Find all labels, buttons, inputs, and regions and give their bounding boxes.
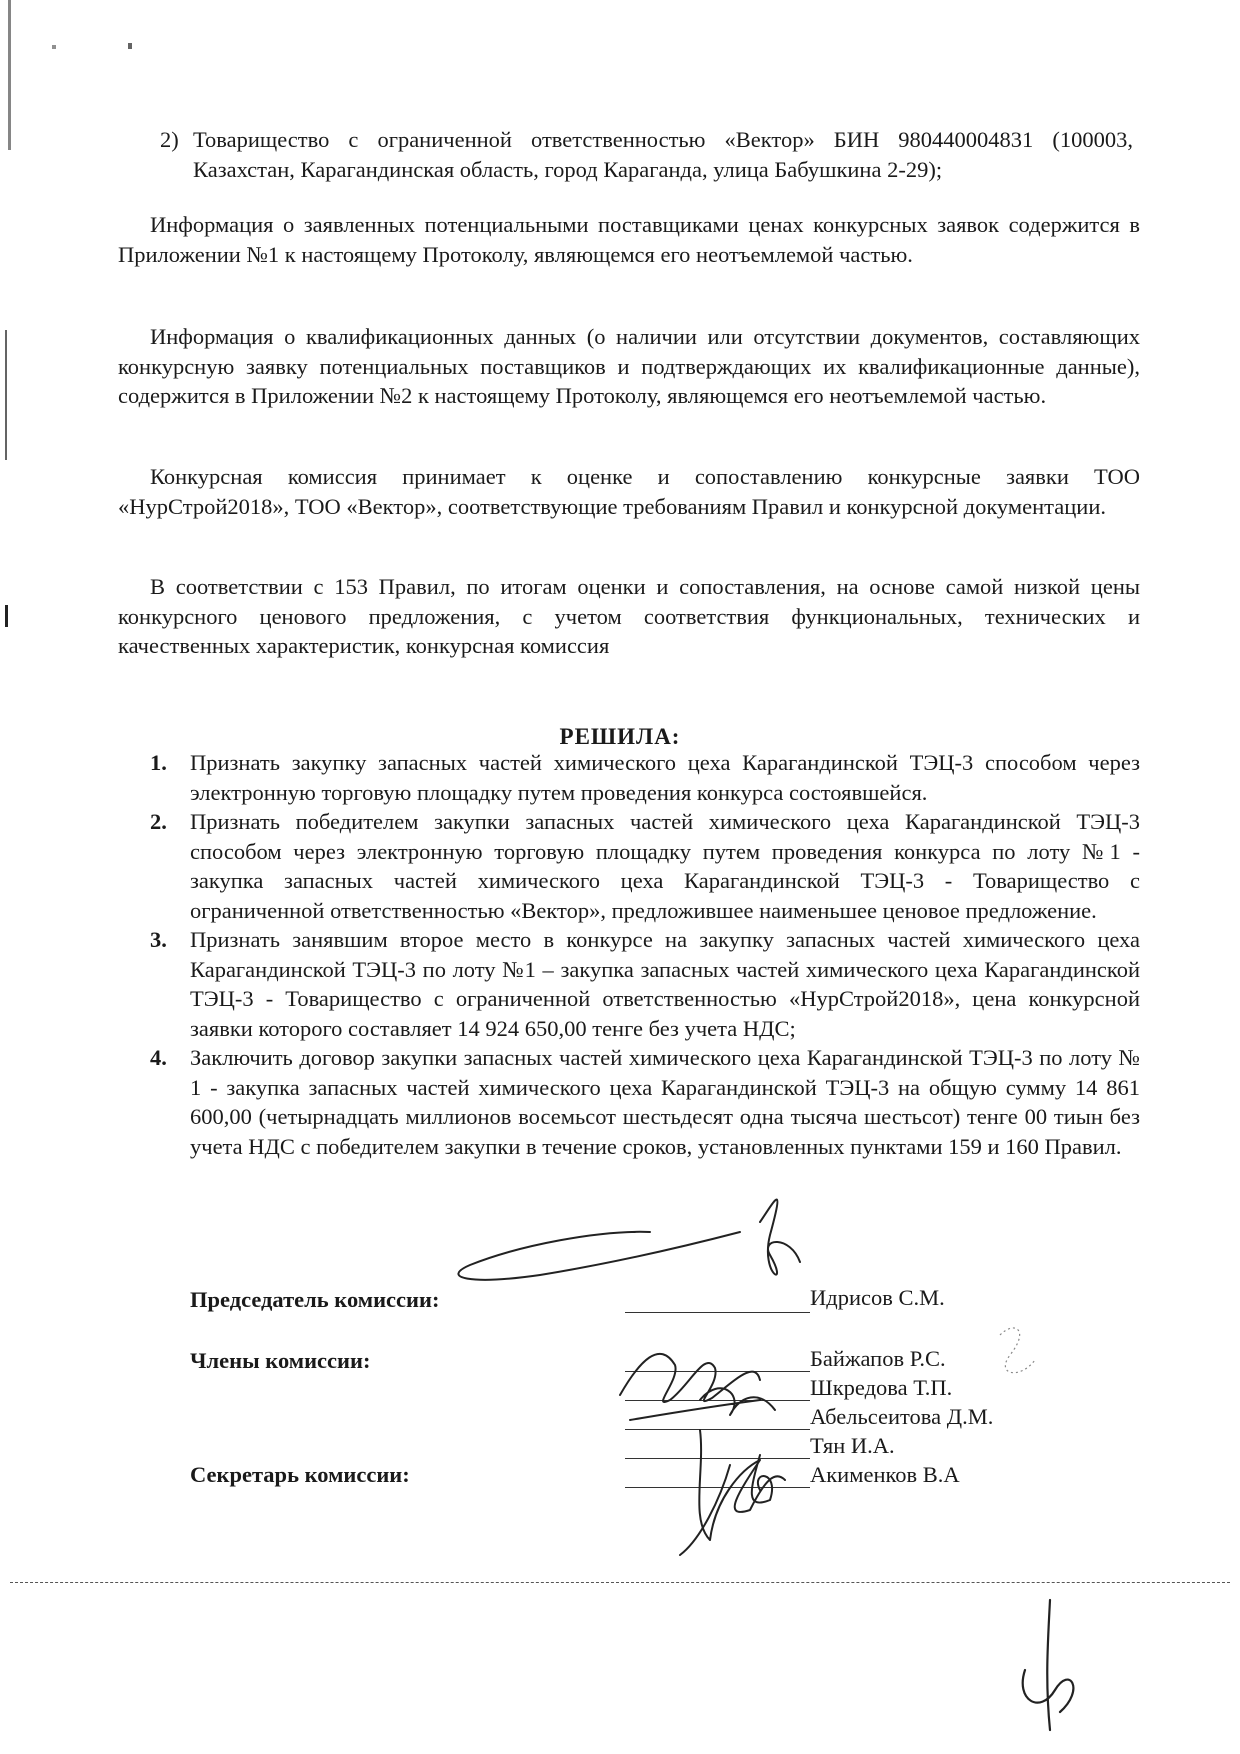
decision-item xyxy=(150,807,1140,925)
secretary-label: Секретарь комиссии: xyxy=(190,1462,410,1487)
member-name: Байжапов Р.С. xyxy=(810,1346,946,1371)
member-signature-line xyxy=(625,1371,810,1372)
scan-edge-mark xyxy=(5,330,7,460)
member-signature-line xyxy=(625,1429,810,1430)
decision-text: Признать победителем закупки запасных частей химического цеха Карагандинской ТЭЦ-3 способом через электронную торговую площадку путем проведения конкурса по лоту №1 - закупка запасных частей химического цеха Карагандинской ТЭЦ-3 - Товарищество с ограниченной ответственностью «Вектор», предложившее наименьшее ценовое предложение. xyxy=(190,809,1140,923)
paragraph-evaluation: В соответствии с 153 Правил, по итогам оценки и сопоставления, на основе самой низкой цены конкурсного ценового предложения, с учетом соответствия функциональных, технических и качественных характеристик, конкурсная комиссия xyxy=(118,574,1140,658)
page-separator-line xyxy=(10,1582,1230,1583)
decision-heading: РЕШИЛА: xyxy=(559,724,681,749)
page-initials xyxy=(1023,1600,1074,1730)
decision-item xyxy=(150,748,1140,807)
paragraph-prices: Информация о заявленных потенциальными поставщиками ценах конкурсных заявок содержится в Приложении №1 к настоящему Протоколу, являющемся его неотъемлемой частью. xyxy=(118,212,1140,267)
member-signature-line xyxy=(625,1458,810,1459)
decision-number: 1. xyxy=(150,750,167,775)
decision-item xyxy=(150,925,1140,1043)
scan-speck xyxy=(128,43,132,49)
decision-number: 3. xyxy=(150,927,167,952)
decision-number: 2. xyxy=(150,809,167,834)
member-signature-line xyxy=(625,1400,810,1401)
decision-number: 4. xyxy=(150,1045,167,1070)
scan-edge-mark xyxy=(5,605,8,627)
member-signature-2 xyxy=(699,1430,785,1540)
paragraph-acceptance: Конкурсная комиссия принимает к оценке и сопоставлению конкурсные заявки ТОО «НурСтрой2018», ТОО «Вектор», соответствующие требованиям Правил и конкурсной документации. xyxy=(118,464,1140,519)
secretary-signature-line xyxy=(625,1487,810,1488)
chairman-signature-line xyxy=(625,1312,810,1313)
scan-speck xyxy=(52,45,56,49)
chairman-signature xyxy=(458,1200,800,1280)
decision-item xyxy=(150,1043,1140,1161)
supplier-item-text: Товарищество с ограниченной ответственностью «Вектор» БИН 980440004831 (100003, Казахстан, Карагандинская область, город Караганда, улица Бабушкина 2-29); xyxy=(193,127,1133,182)
supplier-item-number: 2) xyxy=(160,127,179,152)
secretary-name: Акименков В.А xyxy=(810,1462,960,1487)
chairman-name: Идрисов С.М. xyxy=(810,1285,945,1310)
decision-text: Признать занявшим второе место в конкурсе на закупку запасных частей химического цеха Карагандинской ТЭЦ-3 по лоту №1 – закупка запасных частей химического цеха Карагандинской ТЭЦ-3 - Товарищество с ограниченной ответственностью «НурСтрой2018», цена конкурсной заявки которого составляет 14 924 650,00 тенге без учета НДС; xyxy=(190,927,1140,1041)
paragraph-qualifications: Информация о квалификационных данных (о наличии или отсутствии документов, составляющих конкурсную заявку потенциальных поставщиков и подтверждающих их квалификационные данные), содержится в Приложении №2 к настоящему Протоколу, являющемся его неотъемлемой частью. xyxy=(118,324,1140,408)
members-label: Члены комиссии: xyxy=(190,1348,371,1373)
scan-edge-mark xyxy=(8,0,11,150)
secretary-signature xyxy=(680,1455,772,1555)
member-name: Абельсеитова Д.М. xyxy=(810,1404,994,1429)
decision-text: Заключить договор закупки запасных частей химического цеха Карагандинской ТЭЦ-3 по лоту № 1 - закупка запасных частей химического цеха Карагандинской ТЭЦ-3 на общую сумму 14 861 600,00 (четырнадцать миллионов восемьсот шестьдесят одна тысяча шестьсот) тенге 00 тиын без учета НДС с победителем закупки в течение сроков, установленных пунктами 159 и 160 Правил. xyxy=(190,1045,1140,1159)
faint-signature xyxy=(1000,1328,1035,1373)
decision-list xyxy=(150,748,1140,1161)
member-name: Тян И.А. xyxy=(810,1433,895,1458)
chairman-label: Председатель комиссии: xyxy=(190,1287,440,1312)
member-signature xyxy=(620,1354,775,1420)
decision-text: Признать закупку запасных частей химического цеха Карагандинской ТЭЦ-3 способом через электронную торговую площадку путем проведения конкурса состоявшейся. xyxy=(190,750,1140,805)
member-name: Шкредова Т.П. xyxy=(810,1375,953,1400)
